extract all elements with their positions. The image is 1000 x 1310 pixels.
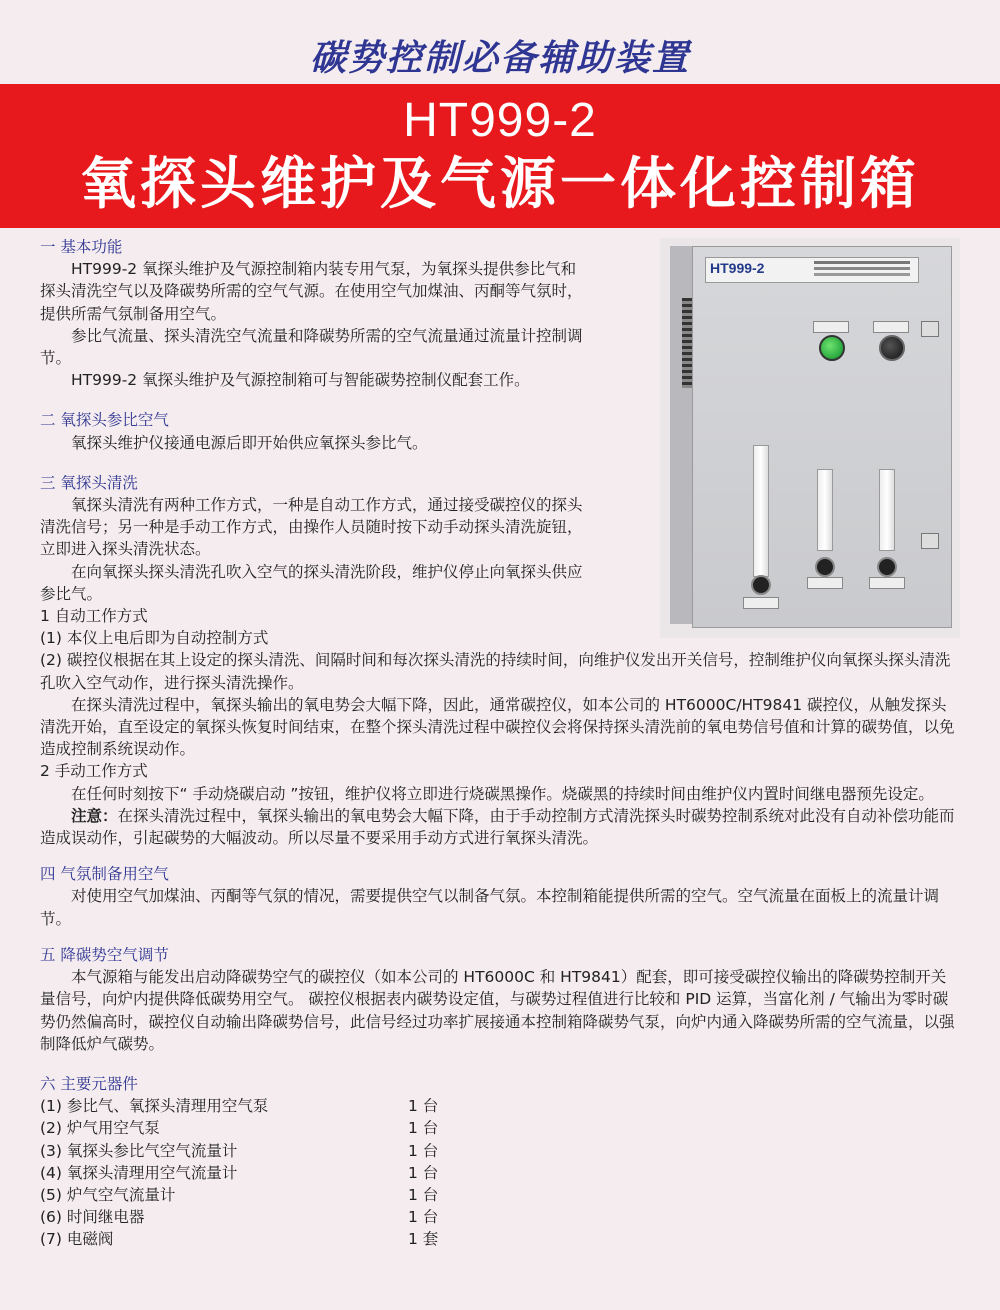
list-item: (2) 碳控仪根据在其上设定的探头清洗、间隔时间和每次探头清洗的持续时间，向维护仪发出开关信号，控制维护仪向氧探头探头清洗孔吹入空气动作，进行探头清洗操作。 xyxy=(40,651,951,692)
component-qty: 1 台 xyxy=(408,1097,439,1116)
section-heading: 六 主要元器件 xyxy=(40,1074,138,1093)
section-heading: 四 气氛制备用空气 xyxy=(40,865,169,884)
component-name: (7) 电磁阀 xyxy=(40,1230,114,1249)
paragraph: HT999-2 氧探头维护及气源控制箱内装专用气泵，为氧探头提供参比气和探头清洗空气以及降碳势所需的空气气源。在使用空气加煤油、丙酮等气氛时，提供所需气氛制备用空气。 xyxy=(40,260,583,323)
list-item xyxy=(40,1095,438,1117)
product-title: 氧探头维护及气源一体化控制箱 xyxy=(80,152,920,217)
note-label: 注意： xyxy=(71,806,118,825)
section-heading: 一 基本功能 xyxy=(40,238,123,256)
component-qty: 1 套 xyxy=(408,1230,439,1249)
paragraph: 在任何时刻按下“ 手动烧碳启动 ”按钮，维护仪将立即进行烧碳黑操作。烧碳黑的持续时间由维护仪内置时间继电器预先设定。 xyxy=(71,784,934,803)
section-heading: 二 氧探头参比空气 xyxy=(40,411,169,430)
component-name: (5) 炉气空气流量计 xyxy=(40,1185,176,1204)
section-heading: 三 氧探头清洗 xyxy=(40,473,138,492)
list-item xyxy=(40,1206,438,1228)
component-name: (4) 氧探头清理用空气流量计 xyxy=(40,1163,238,1182)
list-item: (1) 本仪上电后即为自动控制方式 xyxy=(40,629,269,648)
list-item xyxy=(40,1228,438,1250)
model-number: HT999-2 xyxy=(403,94,597,147)
note-paragraph xyxy=(40,805,955,849)
component-name: (2) 炉气用空气泵 xyxy=(40,1119,160,1138)
paragraph: 氧探头清洗有两种工作方式，一种是自动工作方式，通过接受碳控仪的探头清洗信号；另一种是手动工作方式，由操作人员随时按下动手动探头清洗旋钮，立即进入探头清洗状态。 xyxy=(40,496,583,559)
list-item xyxy=(40,1117,438,1139)
title-banner xyxy=(0,84,1000,228)
paragraph: 氧探头维护仪接通电源后即开始供应氧探头参比气。 xyxy=(71,433,428,452)
component-qty: 1 台 xyxy=(408,1141,439,1160)
paragraph: 在向氧探头探头清洗孔吹入空气的探头清洗阶段，维护仪停止向氧探头供应参比气。 xyxy=(40,562,583,603)
subheading: 1 自动工作方式 xyxy=(40,607,148,626)
component-name: (3) 氧探头参比气空气流量计 xyxy=(40,1141,238,1160)
nameplate-model: HT999-2 xyxy=(710,260,765,276)
list-item xyxy=(40,1140,438,1162)
subheading: 2 手动工作方式 xyxy=(40,762,148,781)
paragraph: 本气源箱与能发出启动降碳势空气的碳控仪（如本公司的 HT6000C 和 HT9841）配套，即可接受碳控仪输出的降碳势控制开关量信号，向炉内提供降低碳势用空气。 碳控仪根据表内碳势设定值，与碳势过程值进行比较和 PID 运算，当富化剂 / 气输出为零时碳势仍然偏高时，碳控仪自动输出降碳势信号，此信号经过功率扩展接通本控制箱降碳势气泵，向炉内通入降碳势所需的空气流量，以强制降低炉气碳势。 xyxy=(40,968,955,1053)
component-name: (1) 参比气、氧探头清理用空气泵 xyxy=(40,1097,269,1116)
component-name: (6) 时间继电器 xyxy=(40,1208,145,1227)
tagline: 碳势控制必备辅助装置 xyxy=(309,38,690,79)
list-item xyxy=(40,1184,438,1206)
paragraph: HT999-2 氧探头维护及气源控制箱可与智能碳势控制仪配套工作。 xyxy=(71,371,530,390)
section-heading: 五 降碳势空气调节 xyxy=(40,945,169,964)
component-qty: 1 台 xyxy=(408,1163,439,1182)
paragraph: 对使用空气加煤油、丙酮等气氛的情况，需要提供空气以制备气氛。本控制箱能提供所需的空气。空气流量在面板上的流量计调节。 xyxy=(40,887,940,928)
document-body xyxy=(40,236,955,1251)
component-qty: 1 台 xyxy=(408,1208,439,1227)
component-qty: 1 台 xyxy=(408,1119,439,1138)
component-list xyxy=(40,1095,438,1250)
paragraph: 参比气流量、探头清洗空气流量和降碳势所需的空气流量通过流量计控制调节。 xyxy=(40,326,583,368)
paragraph: 在探头清洗过程中，氧探头输出的氧电势会大幅下降，因此，通常碳控仪，如本公司的 HT6000C/HT9841 碳控仪，从触发探头清洗开始，直至设定的氧探头恢复时间结束，在整个探头清洗过程中碳控仪会将保持探头清洗前的氧电势信号值和计算的碳势值，以免造成控制系统误动作。 xyxy=(40,695,955,759)
note-text: 在探头清洗过程中，氧探头输出的氧电势会大幅下降，由于手动控制方式清洗探头时碳势控制系统对此没有自动补偿功能而造成误动作，引起碳势的大幅波动。所以尽量不要采用手动方式进行氧探头清洗。 xyxy=(40,806,955,848)
list-item xyxy=(40,1162,438,1184)
component-qty: 1 台 xyxy=(408,1185,439,1204)
